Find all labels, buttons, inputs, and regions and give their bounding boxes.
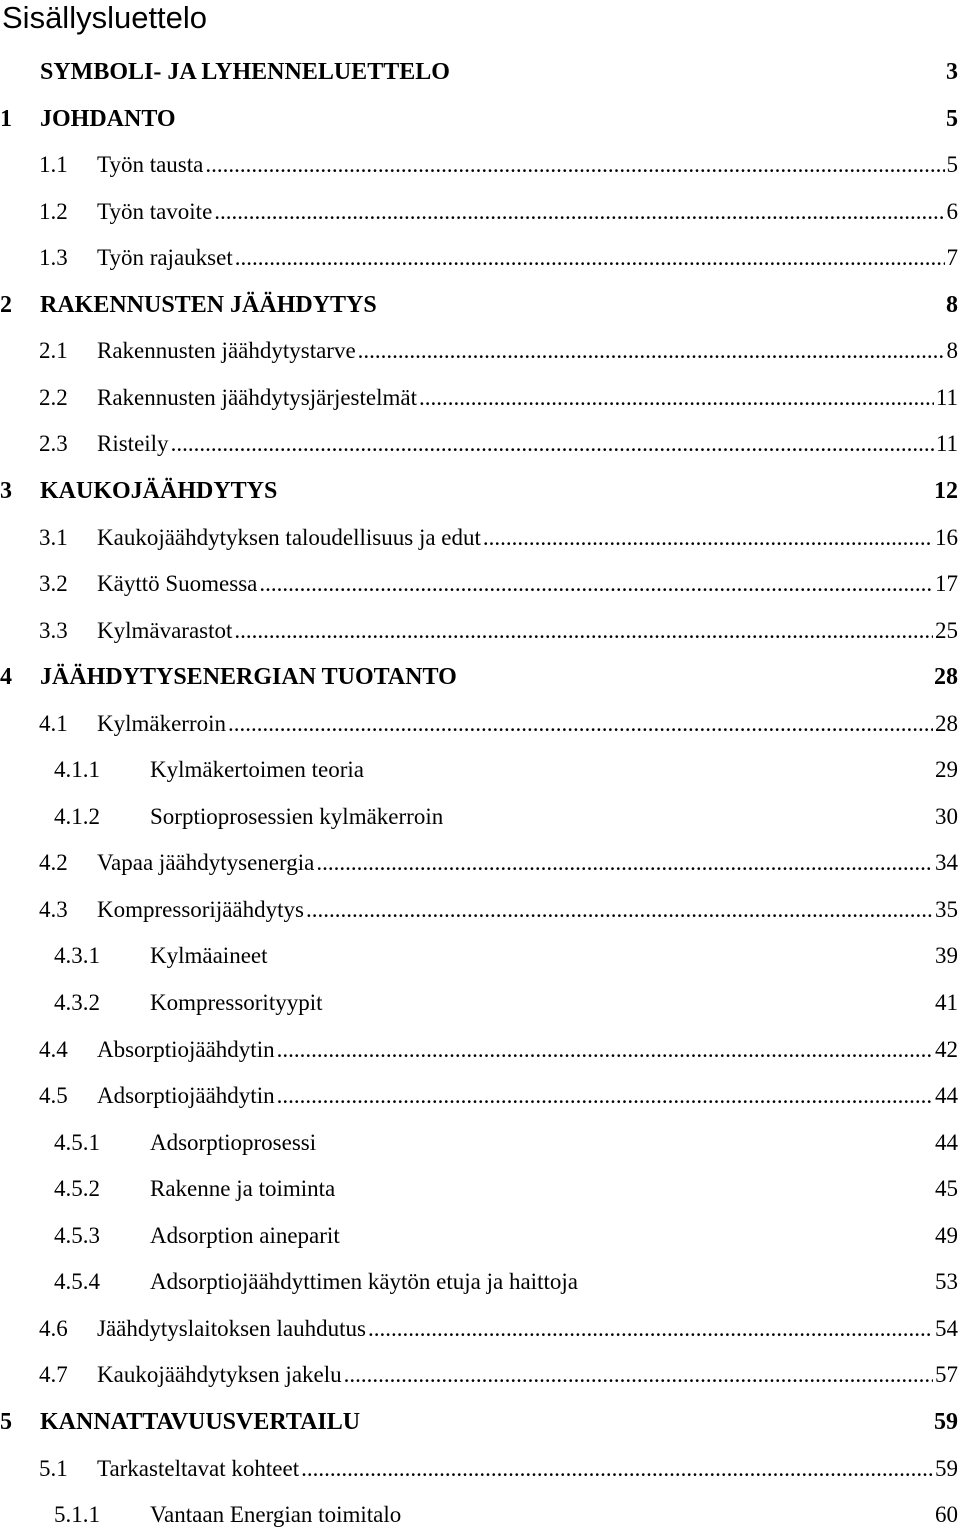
toc-entry-title: Adsorptioprosessi xyxy=(150,1130,317,1155)
toc-entry-page: 11 xyxy=(935,431,958,456)
toc-entry-number: 1.1 xyxy=(39,152,68,177)
toc-entry-number: 4.1.2 xyxy=(54,804,100,829)
toc-dot-leader xyxy=(483,522,933,554)
toc-entry-number: 1.3 xyxy=(39,245,68,270)
toc-entry[interactable] xyxy=(0,1406,958,1438)
toc-entry[interactable] xyxy=(0,522,958,554)
toc-entry-number: 4.3 xyxy=(39,897,68,922)
toc-entry-number: 4.5.1 xyxy=(54,1130,100,1155)
toc-entry[interactable] xyxy=(0,568,958,600)
toc-entry-title: KAUKOJÄÄHDYTYS xyxy=(40,478,278,504)
toc-entry[interactable] xyxy=(0,1499,958,1531)
toc-entry-number: 3.2 xyxy=(39,571,68,596)
toc-entry-page: 34 xyxy=(935,850,958,875)
toc-entry-page: 41 xyxy=(935,990,958,1015)
toc-entry[interactable] xyxy=(0,1034,958,1066)
toc-entry-number: 4.5.2 xyxy=(54,1176,100,1201)
toc-entry[interactable] xyxy=(0,754,958,786)
toc-entry[interactable] xyxy=(0,289,958,321)
toc-entry-title: Kaukojäähdytyksen jakelu xyxy=(97,1362,342,1387)
toc-entry-page: 35 xyxy=(935,897,958,922)
toc-entry-number: 5.1.1 xyxy=(54,1502,100,1527)
toc-entry-title: Käyttö Suomessa xyxy=(97,571,258,596)
toc-entry[interactable] xyxy=(0,242,958,274)
toc-dot-leader xyxy=(344,1359,933,1391)
toc-entry-page: 7 xyxy=(946,245,958,270)
toc-entry[interactable] xyxy=(0,940,958,972)
toc-entry-page: 16 xyxy=(935,525,958,550)
toc-entry-title: Sorptioprosessien kylmäkerroin xyxy=(150,804,444,829)
toc-dot-leader xyxy=(301,1453,933,1485)
toc-entry-number: 4.6 xyxy=(39,1316,68,1341)
toc-entry-title: Vantaan Energian toimitalo xyxy=(150,1502,402,1527)
toc-entry[interactable] xyxy=(0,103,958,135)
toc-entry[interactable] xyxy=(0,987,958,1019)
toc-entry[interactable] xyxy=(0,56,958,88)
toc-entry-title: Rakennusten jäähdytysjärjestelmät xyxy=(97,385,417,410)
toc-entry-title: Adsorptiojäähdytin xyxy=(97,1083,275,1108)
toc-entry-page: 54 xyxy=(935,1316,958,1341)
toc-dot-leader xyxy=(228,708,933,740)
toc-entry-page: 57 xyxy=(935,1362,958,1387)
toc-entry-page: 59 xyxy=(935,1456,958,1481)
toc-dot-leader xyxy=(277,1080,933,1112)
toc-entry-page: 8 xyxy=(946,292,958,318)
toc-entry-page: 49 xyxy=(935,1223,958,1248)
toc-entry-page: 30 xyxy=(935,804,958,829)
toc-entry-title: Rakenne ja toiminta xyxy=(150,1176,336,1201)
toc-entry[interactable] xyxy=(0,1266,958,1298)
toc-entry-page: 39 xyxy=(935,943,958,968)
toc-dot-leader xyxy=(205,149,944,181)
toc-dot-leader xyxy=(419,382,934,414)
toc-dot-leader xyxy=(358,335,945,367)
toc-entry-title: KANNATTAVUUSVERTAILU xyxy=(40,1409,361,1435)
toc-entry[interactable] xyxy=(0,196,958,228)
toc-entry-title: Työn tavoite xyxy=(97,199,213,224)
toc-entry-title: Vapaa jäähdytysenergia xyxy=(97,850,315,875)
toc-entry-page: 45 xyxy=(935,1176,958,1201)
toc-entry-number: 4.1.1 xyxy=(54,757,100,782)
toc-entry-page: 42 xyxy=(935,1037,958,1062)
toc-entry-title: Kylmäaineet xyxy=(150,943,268,968)
toc-entry-number: 4.3.1 xyxy=(54,943,100,968)
toc-entry-title: Jäähdytyslaitoksen lauhdutus xyxy=(97,1316,366,1341)
toc-entry-title: Kaukojäähdytyksen taloudellisuus ja edut xyxy=(97,525,481,550)
toc-entry[interactable] xyxy=(0,1127,958,1159)
toc-entry-title: Absorptiojäähdytin xyxy=(97,1037,275,1062)
toc-entry-page: 8 xyxy=(946,338,958,363)
toc-entry-number: 4.1 xyxy=(39,711,68,736)
toc-entry-title: Kompressorijäähdytys xyxy=(97,897,304,922)
toc-entry-number: 4.5.3 xyxy=(54,1223,100,1248)
toc-entry-title: Tarkasteltavat kohteet xyxy=(97,1456,300,1481)
toc-entry-page: 53 xyxy=(935,1269,958,1294)
toc-entry-title: SYMBOLI- JA LYHENNELUETTELO xyxy=(40,59,450,85)
toc-entry[interactable] xyxy=(0,1173,958,1205)
toc-entry-number: 5 xyxy=(0,1409,12,1435)
toc-entry[interactable] xyxy=(0,801,958,833)
toc-entry-number: 3.1 xyxy=(39,525,68,550)
toc-entry-number: 3 xyxy=(0,478,12,504)
toc-entry-title: Risteily xyxy=(97,431,169,456)
page-title: Sisällysluettelo xyxy=(2,0,208,35)
toc-dot-leader xyxy=(277,1034,933,1066)
toc-entry[interactable] xyxy=(0,661,958,693)
toc-entry-page: 17 xyxy=(935,571,958,596)
toc-entry[interactable] xyxy=(0,1220,958,1252)
toc-dot-leader xyxy=(235,242,945,274)
toc-entry-number: 1 xyxy=(0,106,12,132)
toc-entry-number: 1.2 xyxy=(39,199,68,224)
toc-entry-title: Kylmäkerroin xyxy=(97,711,227,736)
toc-entry[interactable] xyxy=(0,1080,958,1112)
toc-entry-number: 4.5.4 xyxy=(54,1269,100,1294)
toc-entry-number: 4.7 xyxy=(39,1362,68,1387)
toc-entry-number: 4.5 xyxy=(39,1083,68,1108)
toc-entry-page: 60 xyxy=(935,1502,958,1527)
toc-entry-number: 4.3.2 xyxy=(54,990,100,1015)
toc-entry-page: 12 xyxy=(934,478,958,504)
toc-entry-page: 28 xyxy=(934,664,958,690)
toc-entry-page: 28 xyxy=(935,711,958,736)
toc-entry-number: 4 xyxy=(0,664,12,690)
toc-dot-leader xyxy=(171,428,934,460)
toc-entry-page: 5 xyxy=(946,152,958,177)
toc-entry[interactable] xyxy=(0,894,958,926)
toc-entry[interactable] xyxy=(0,382,958,414)
toc-entry[interactable] xyxy=(0,335,958,367)
toc-dot-leader xyxy=(316,847,933,879)
toc-dot-leader xyxy=(234,615,933,647)
toc-entry-title: Työn rajaukset xyxy=(97,245,233,270)
toc-entry-title: RAKENNUSTEN JÄÄHDYTYS xyxy=(40,292,377,318)
toc-entry-title: Kylmävarastot xyxy=(97,618,233,643)
toc-entry-page: 44 xyxy=(935,1083,958,1108)
toc-entry-title: JOHDANTO xyxy=(40,106,176,132)
toc-entry[interactable] xyxy=(0,428,958,460)
toc-entry-title: Rakennusten jäähdytystarve xyxy=(97,338,356,363)
toc-entry-title: Työn tausta xyxy=(97,152,204,177)
toc-entry-page: 6 xyxy=(946,199,958,224)
toc-dot-leader xyxy=(368,1313,933,1345)
toc-entry-title: Adsorptiojäähdyttimen käytön etuja ja haittoja xyxy=(150,1269,578,1294)
toc-entry-title: Kylmäkertoimen teoria xyxy=(150,757,364,782)
toc-entry[interactable] xyxy=(0,1359,958,1391)
toc-entry-page: 59 xyxy=(934,1409,958,1435)
toc-entry[interactable] xyxy=(0,615,958,647)
toc-dot-leader xyxy=(259,568,933,600)
toc-entry-number: 2.1 xyxy=(39,338,68,363)
toc-entry[interactable] xyxy=(0,708,958,740)
toc-entry[interactable] xyxy=(0,1313,958,1345)
toc-entry-number: 4.4 xyxy=(39,1037,68,1062)
toc-entry-page: 25 xyxy=(935,618,958,643)
toc-entry-number: 2.2 xyxy=(39,385,68,410)
toc-entry-page: 29 xyxy=(935,757,958,782)
toc-entry-page: 11 xyxy=(935,385,958,410)
toc-entry-number: 2.3 xyxy=(39,431,68,456)
toc-entry-title: Kompressorityypit xyxy=(150,990,323,1015)
toc-entry-number: 2 xyxy=(0,292,12,318)
toc-entry-number: 3.3 xyxy=(39,618,68,643)
toc-entry-title: Adsorption aineparit xyxy=(150,1223,340,1248)
toc-dot-leader xyxy=(306,894,933,926)
toc-entry[interactable] xyxy=(0,149,958,181)
toc-dot-leader xyxy=(214,196,944,228)
toc-entry-number: 4.2 xyxy=(39,850,68,875)
toc-entry-page: 3 xyxy=(946,59,958,85)
toc-entry[interactable] xyxy=(0,847,958,879)
toc-entry-number: 5.1 xyxy=(39,1456,68,1481)
toc-entry-page: 44 xyxy=(935,1130,958,1155)
toc-entry-title: JÄÄHDYTYSENERGIAN TUOTANTO xyxy=(40,664,457,690)
toc-entry-page: 5 xyxy=(946,106,958,132)
toc-entry[interactable] xyxy=(0,1453,958,1485)
toc-entry[interactable] xyxy=(0,475,958,507)
